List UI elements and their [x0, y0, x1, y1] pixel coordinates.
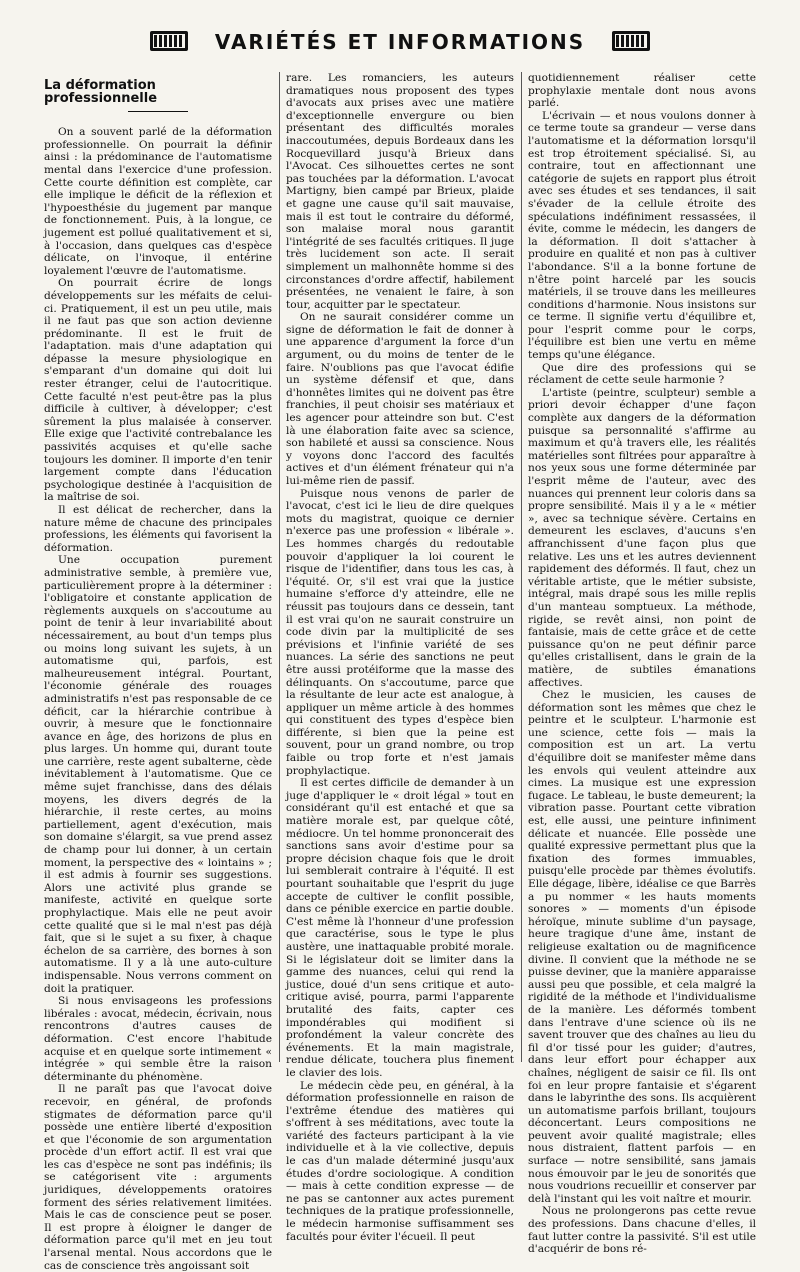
column-divider — [521, 72, 522, 1062]
paragraph: rare. Les romanciers, les auteurs dramatiques nous proposent des types d'avocats aux prises avec une matière d'exceptionnelle envergure ou bien présentant des difficultés morales inaccoutumées, depuis Bordeaux dans les Rocquevillard jusqu'à Brieux dans l'Avocat. Ces silhouettes certes ne sont pas touchées par la déformation. L'avocat Martigny, bien campé par Brieux, plaide et gagne une cause qu'il sait mauvaise, mais il est tout le contraire du déformé, son malaise moral nous garantit l'intégrité de ses facultés critiques. Il juge très lucidement son acte. Il serait simplement un malhonnête homme si des circonstances d'ordre affectif, habilement présentées, ne venaient le faire, à son tour, acquitter par le spectateur. — [286, 72, 514, 311]
paragraph: quotidiennement réaliser cette prophylaxie mentale dont nous avons parlé. — [528, 72, 756, 110]
running-header — [150, 28, 650, 56]
paragraph: Il est certes difficile de demander à un juge d'appliquer le « droit légal » tout en considérant qu'il est entaché et que sa matière morale est, par quelque côté, médiocre. Un tel homme prononcerait des sanctions sans avoir d'estime pour sa propre décision chaque fois que le droit lui semblerait contraire à l'équité. Il est pourtant souhaitable que l'esprit du juge accepte de cultiver le conflit possible, dans ce pénible exercice en partie double. C'est même là l'honneur d'une profession que caractérise, sous le type le plus austère, une inattaquable probité morale. Si le législateur doit se limiter dans la gamme des nuances, celui qui rend la justice, doué d'un sens critique et auto-critique avisé, pourra, parmi l'apparente brutalité des faits, capter ces impondérables qui modifient si profondément la valeur concrète des événements. Et la main magistrale, rendue délicate, touchera plus finement le clavier des lois. — [286, 777, 514, 1079]
column-1 — [44, 72, 272, 1272]
paragraph: Puisque nous venons de parler de l'avocat, c'est ici le lieu de dire quelques mots du magistrat, quoique ce dernier n'exerce pas une profession « libérale ». Les hommes chargés du redoutable pouvoir d'appliquer la loi courent le risque de l'identifier, dans tous les cas, à l'équité. Or, s'il est vrai que la justice humaine s'efforce d'y atteindre, elle ne réussit pas toujours dans ce dessein, tant il est vrai qu'on ne saurait construire un code divin par la multiplicité de ses prévisions et l'infinie variété de ses nuances. La série des sanctions ne peut être aussi protéiforme que la masse des délinquants. On s'accoutume, parce que la résultante de leur acte est analogue, à appliquer un même article à des hommes qui constituent des types d'espèce bien différente, si bien que la peine est souvent, pour un grand nombre, ou trop faible ou trop forte et n'est jamais prophylactique. — [286, 487, 514, 777]
paragraph: Une occupation purement administrative semble, à première vue, particulièrement propre à la déterminer : l'obligatoire et constante application de règlements auxquels on s'accoutume au point de tenir à leur invariabilité about nécessairement, au bout d'un temps plus ou moins long suivant les sujets, à un automatisme qui, parfois, est malheureusement intégral. Pourtant, l'économie générale des rouages administratifs n'est pas responsable de ce déficit, car la hiérarchie contribue à ouvrir, à mesure que le fonctionnaire avance en âge, des horizons de plus en plus larges. Un homme qui, durant toute une carrière, reste agent subalterne, cède inévitablement à l'automatisme. Que ce même sujet franchisse, dans des délais moyens, les divers degrés de la hiérarchie, il reste certes, au moins partiellement, agent d'exécution, mais son domaine s'élargit, sa vue prend assez de champ pour lui donner, à un certain moment, la perspective des « lointains » ; il est admis à fournir ses suggestions. Alors une activité plus grande se manifeste, activité en quelque sorte prophylactique. Mais elle ne peut avoir cette qualité que si le mal n'est pas déjà fait, que si le sujet a su fixer, à chaque échelon de sa carrière, des bornes à son automatisme. Il y a là une auto-culture indispensable. Nous verrons comment on doit la pratiquer. — [44, 554, 272, 995]
paragraph: L'artiste (peintre, sculpteur) semble a priori devoir échapper d'une façon complète aux dangers de la déformation puisque sa personnalité s'affirme au maximum et qu'à travers elle, les réalités matérielles sont filtrées pour apparaître à nos yeux sous une forme déterminée par l'esprit même de l'auteur, avec des nuances qui prennent leur coloris dans sa propre sensibilité. Mais il y a le « métier », avec sa technique sévère. Certains en demeurent les esclaves, d'aucuns s'en affranchissent d'une façon plus que relative. Les uns et les autres deviennent rapidement des déformés. Il faut, chez un véritable artiste, que le métier subsiste, intégral, mais drapé sous les mille replis d'un manteau somptueux. La méthode, rigide, se revêt ainsi, non point de fantaisie, mais de cette grâce et de cette puissance qu'on ne peut définir parce qu'elles cristallisent, dans le grain de la matière, de subtiles émanations affectives. — [528, 386, 756, 689]
paragraph: Chez le musicien, les causes de déformation sont les mêmes que chez le peintre et le sculpteur. L'harmonie est une science, cette fois — mais la composition est un art. La vertu d'équilibre doit se manifester même dans les envols qui veulent atteindre aux cimes. La musique est une expression fugace. Le tableau, le buste demeurent; la vibration passe. Pourtant cette vibration est, elle aussi, une peinture infiniment délicate et nuancée. Elle possède une qualité expressive permettant plus que la fixation des formes immuables, puisqu'elle procède par thèmes évolutifs. Elle dégage, libère, idéalise ce que Barrès a pu nommer « les hauts moments sonores » — moments d'un épisode héroïque, minute sublime d'un paysage, heure tragique d'une âme, instant de religieuse exaltation ou de magnificence divine. Il convient que la méthode ne se puisse deviner, que la manière apparaisse aussi peu que possible, et cela malgré la rigidité de la méthode et l'individualisme de la manière. Les déformés tombent dans l'entrave d'une science où ils ne savent trouver que des chaînes au lieu du fil d'or tissé pour les guider; d'autres, dans leur effort pour échapper aux chaînes, négligent de saisir ce fil. Ils ont foi en leur propre fantaisie et s'égarent dans le labyrinthe des sons. Ils acquièrent un automatisme parfois brillant, toujours déconcertant. Leurs compositions ne peuvent avoir qualité magistrale; elles nous distraient, flattent parfois — en surface — notre sensibilité, sans jamais nous émouvoir par le jeu de sonorités que nous voudrions recueillir et conserver par delà l'instant qui les voit naître et mourir. — [528, 689, 756, 1205]
paragraph: Si nous envisageons les professions libérales : avocat, médecin, écrivain, nous rencontrons d'autres causes de déformation. C'est encore l'habitude acquise et en quelque sorte intimement « intégrée » qui semble être la raison déterminante du phénomène. — [44, 995, 272, 1083]
paragraph: On a souvent parlé de la déformation professionnelle. On pourrait la définir ainsi : la prédominance de l'automatisme mental dans l'exercice d'une profession. Cette courte définition est complète, car elle implique le déficit de la réflexion et l'hypoesthésie du jugement par manque de fonctionnement. Puis, à la longue, ce jugement est pollué qualitativement et si, à l'occasion, dans quelques cas d'espèce délicate, on l'invoque, il entérine loyalement l'œuvre de l'automatisme. — [44, 126, 272, 277]
article-title: La déformation professionnelle — [44, 78, 158, 106]
column-2 — [286, 72, 514, 1243]
paragraph: Que dire des professions qui se réclament de cette seule harmonie ? — [528, 361, 756, 387]
paragraph: L'écrivain — et nous voulons donner à ce terme toute sa grandeur — verse dans l'automatisme et la déformation lorsqu'il est trop étroitement spécialisé. Si, au contraire, tout en affectionnant une catégorie de sujets en rapport plus étroit avec ses études et ses tendances, il sait s'évader de la cellule étroite des spéculations indéfiniment ressassées, il évite, comme le médecin, les dangers de la déformation. Il doit s'attacher à produire en qualité et non pas à cultiver l'abondance. S'il a la bonne fortune de n'être point harcelé par les soucis matériels, il se trouve dans les meilleures conditions d'harmonie. Nous insistons sur ce terme. Il signifie vertu d'équilibre et, pour l'esprit comme pour le corps, l'équilibre est bien une vertu en même temps qu'une élégance. — [528, 109, 756, 362]
paragraph: Il est délicat de rechercher, dans la nature même de chacune des principales professions, les éléments qui favorisent la déformation. — [44, 504, 272, 554]
paragraph: Le médecin cède peu, en général, à la déformation professionnelle en raison de l'extrême étendue des matières qui s'offrent à ses méditations, avec toute la variété des facteurs participant à la vie individuelle et à la vie collective, depuis le cas d'un malade déterminé jusqu'aux études d'ordre sociologique. A condition — mais à cette condition expresse — de ne pas se cantonner aux actes purement techniques de la pratique professionnelle, le médecin harmonise suffisamment ses facultés pour éviter l'écueil. Il peut — [286, 1079, 514, 1243]
ornament-icon — [150, 31, 188, 51]
paragraph: Nous ne prolongerons pas cette revue des professions. Dans chacune d'elles, il faut lutter contre la passivité. S'il est utile d'acquérir de bons ré- — [528, 1205, 756, 1256]
article-body — [44, 72, 758, 1272]
paragraph: On pourrait écrire de longs développements sur les méfaits de celui-ci. Pratiquement, il est un peu utile, mais il ne faut pas que son action devienne prédominante. Il est le fruit de l'adaptation. mais d'une adaptation qui dépasse la mesure physiologique en s'emparant d'un domaine qui doit lui rester étranger, celui de l'autocritique. Cette faculté n'est peut-être pas la plus difficile à cultiver, à développer; c'est sûrement la plus malaisée à conserver. Elle exige que l'activité contrebalance les passivités acquises et qu'elle sache toujours les dominer. Il importe d'en tenir largement compte dans l'éducation psychologique destinée à l'acquisition de la maîtrise de soi. — [44, 277, 272, 504]
paragraph: Il ne paraît pas que l'avocat doive recevoir, en général, de profonds stigmates de déformation parce qu'il possède une entière liberté d'exposition et que l'économie de son argumentation procède d'un effort actif. Il est vrai que les cas d'espèce ne sont pas indéfinis; ils se catégorisent vite : arguments juridiques, développements oratoires forment des séries relativement limitées. Mais le cas de conscience peut se poser. Il est propre à éloigner le danger de déformation parce qu'il met en jeu tout l'arsenal mental. Nous accordons que le cas de conscience très angoissant soit — [44, 1083, 272, 1272]
column-3 — [528, 72, 756, 1256]
ornament-icon — [612, 31, 650, 51]
column-divider — [279, 72, 280, 1062]
section-title: VARIÉTÉS ET INFORMATIONS — [214, 30, 586, 54]
title-rule — [128, 111, 188, 112]
paragraph: On ne saurait considérer comme un signe de déformation le fait de donner à une apparence d'argument la force d'un argument, ou du moins de tenter de le faire. N'oublions pas que l'avocat édifie un système défensif et que, dans d'honnêtes limites qui ne doivent pas être franchies, il peut choisir ses matériaux et les agencer pour atteindre son but. C'est là une élaboration faite avec sa science, son habileté et aussi sa conscience. Nous y voyons donc l'accord des facultés actives et d'un élément frénateur qui n'a lui-même rien de passif. — [286, 311, 514, 487]
